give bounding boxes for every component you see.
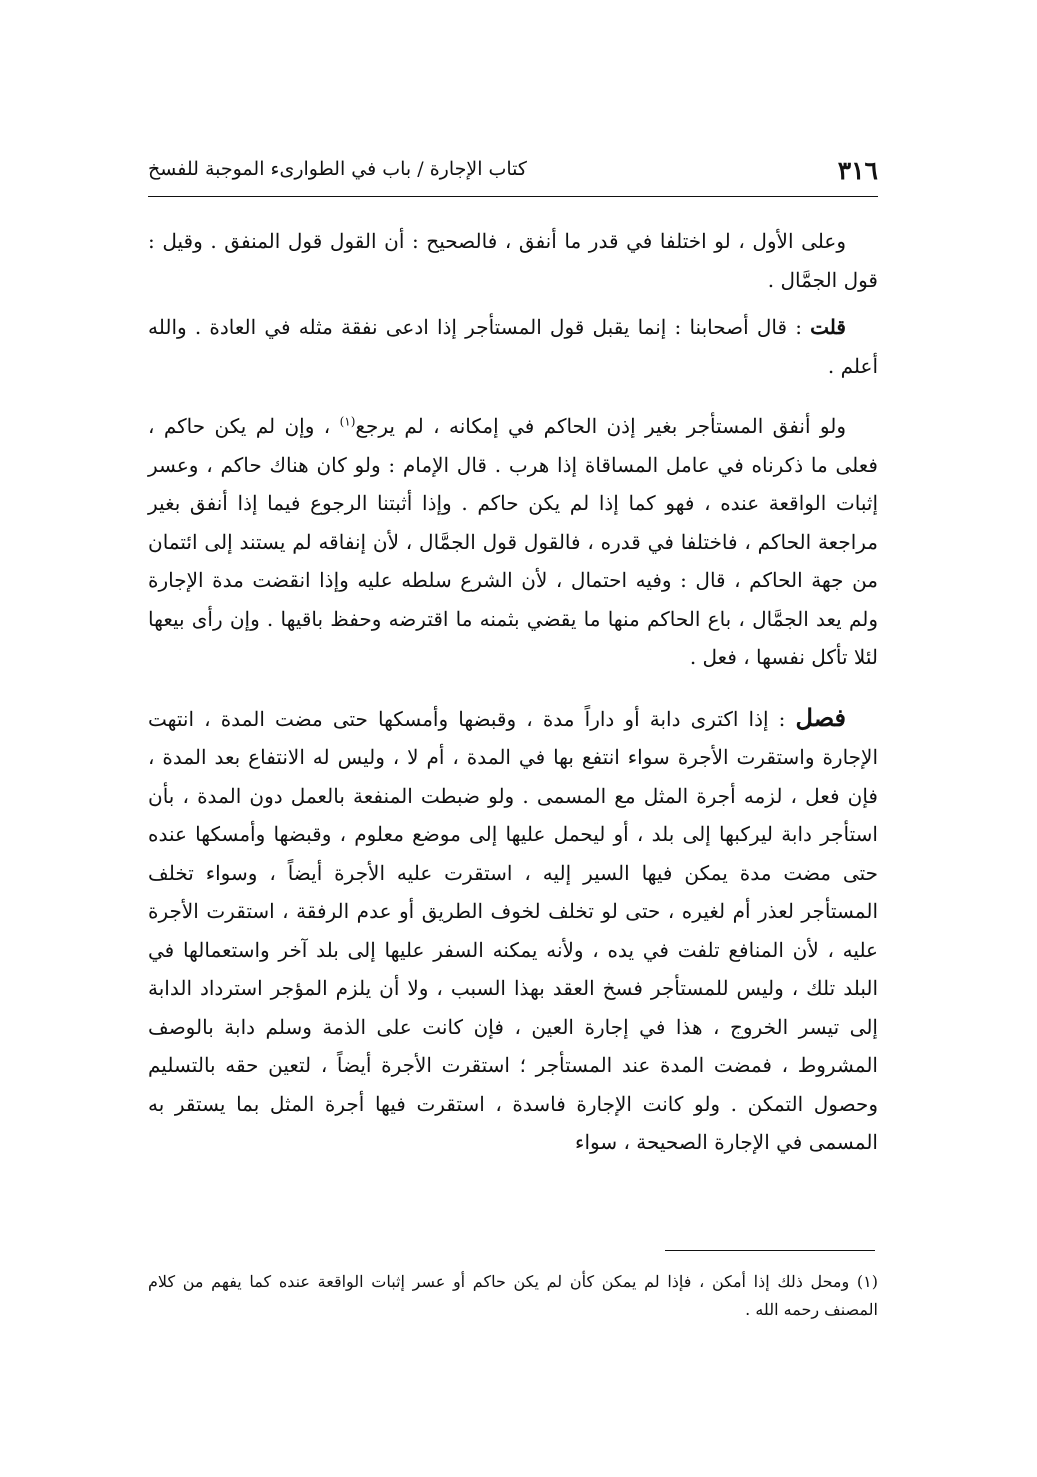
paragraph-spacer	[148, 385, 878, 407]
page-number: ٣١٦	[837, 156, 878, 185]
section-marker-fasl: فصل	[795, 702, 846, 732]
paragraph-3-text-end: ، وإن لم يكن حاكم ، فعلى ما ذكرناه في عامل المساقاة إذا هرب . قال الإمام : ولو كان هناك حاكم ، وعسر إثبات الواقعة عنده ، فهو كما إذا لم يكن حاكم . وإذا أثبتنا الرجوع فيما إذا أنفق بغير مراجعة الحاكم ، فاختلفا في قدره ، فالقول قول الجمَّال ، لأن إنفاقه لم يستند إلى ائتمان من جهة الحاكم ، قال : وفيه احتمال ، لأن الشرع سلطه عليه وإذا انقضت مدة الإجارة ولم يعد الجمَّال ، باع الحاكم منها ما يقضي بثمنه ما اقترضه وحفظ باقيها . وإن رأى بيعها لئلا تأكل نفسها ، فعل .	[148, 414, 879, 669]
paragraph-spacer	[148, 299, 878, 308]
paragraph-3	[148, 407, 878, 677]
paragraph-4	[148, 699, 878, 1162]
paragraph-4-text: : إذا اكترى دابة أو داراً مدة ، وقبضها وأمسكها حتى مضت المدة ، انتهت الإجارة واستقرت الأجرة سواء انتفع بها في المدة ، أم لا ، وليس له الانتفاع بعد المدة ، فإن فعل ، لزمه أجرة المثل مع المسمى . ولو ضبطت المنفعة بالعمل دون المدة ، بأن استأجر دابة ليركبها إلى بلد ، أو ليحمل عليها إلى موضع معلوم ، وقبضها وأمسكها عنده حتى مضت مدة يمكن فيها السير إليه ، استقرت عليه الأجرة أيضاً ، وسواء تخلف المستأجر لعذر أم لغيره ، حتى لو تخلف لخوف الطريق أو عدم الرفقة ، استقرت الأجرة عليه ، لأن المنافع تلفت في يده ، ولأنه يمكنه السفر عليها إلى بلد آخر واستعمالها في البلد تلك ، وليس للمستأجر فسخ العقد بهذا السبب ، ولا أن يلزم المؤجر استرداد الدابة إلى تيسر الخروج ، هذا في إجارة العين ، فإن كانت على الذمة وسلم دابة بالوصف المشروط ، فمضت المدة عند المستأجر ؛ استقرت الأجرة أيضاً ، لتعين حقه بالتسليم وحصول التمكن . ولو كانت الإجارة فاسدة ، استقرت فيها أجرة المثل بما يستقر به المسمى في الإجارة الصحيحة ، سواء	[148, 706, 878, 1154]
paragraph-1: وعلى الأول ، لو اختلفا في قدر ما أنفق ، فالصحيح : أن القول قول المنفق . وقيل : قول الجمَّال .	[148, 229, 878, 292]
running-title: كتاب الإجارة / باب في الطوارىء الموجبة للفسخ	[148, 158, 527, 180]
footnote-1: (١) ومحل ذلك إذا أمكن ، فإذا لم يمكن كأن لم يكن حاكم أو عسر إثبات الواقعة عنده كما يفهم من كلام المصنف رحمه الله .	[148, 1272, 878, 1319]
paragraph-2-lead: قلت	[810, 315, 846, 339]
footnotes	[148, 1268, 878, 1324]
footnote-reference: (١)	[339, 414, 356, 429]
footnote-divider	[665, 1250, 875, 1251]
paragraph-2-text: : قال أصحابنا : إنما يقبل قول المستأجر إذا ادعى نفقة مثله في العادة . والله أعلم .	[148, 315, 878, 378]
main-text	[148, 222, 878, 1162]
page-header	[148, 152, 878, 197]
paragraph-2	[148, 308, 878, 385]
paragraph-spacer	[148, 677, 878, 699]
paragraph-3-text-start: ولو أنفق المستأجر بغير إذن الحاكم في إمكانه ، لم يرجع	[355, 414, 846, 438]
